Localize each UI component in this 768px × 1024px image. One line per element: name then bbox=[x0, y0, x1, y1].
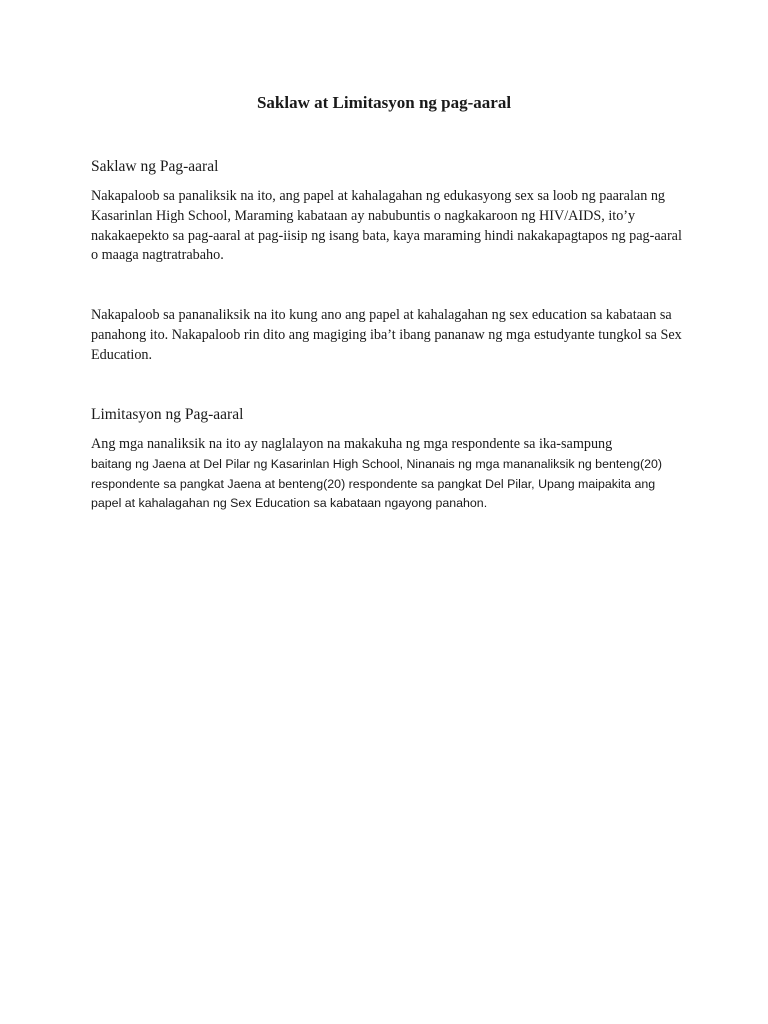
paragraph-line: baitang ng Jaena at Del Pilar ng Kasarinlan High School, Ninanais ng mga mananaliksik ng benteng(20) bbox=[91, 456, 663, 471]
document-title: Saklaw at Limitasyon ng pag-aaral bbox=[256, 93, 512, 112]
paragraph-limitasyon bbox=[91, 435, 691, 514]
section-saklaw bbox=[91, 158, 691, 366]
section-limitasyon bbox=[91, 406, 691, 514]
paragraph-line: papel at kahalagahan ng Sex Education sa kabataan ngayong panahon. bbox=[91, 496, 488, 511]
paragraph-line: respondente sa pangkat Jaena at benteng(20) respondente sa pangkat Del Pilar, Upang maipakita ang bbox=[91, 476, 656, 491]
paragraph-saklaw-2: Nakapaloob sa pananaliksik na ito kung ano ang papel at kahalagahan ng sex education sa kabataan sa panahong ito. Nakapaloob rin dito ang magiging iba’t ibang pananaw ng mga estudyante tungkol sa Sex Education. bbox=[91, 307, 682, 363]
section-heading-limitasyon: Limitasyon ng Pag-aaral bbox=[91, 406, 244, 423]
section-heading-saklaw: Saklaw ng Pag-aaral bbox=[91, 158, 219, 175]
paragraph-saklaw-1: Nakapaloob sa panaliksik na ito, ang papel at kahalagahan ng edukasyong sex sa loob ng paaralan ng Kasarinlan High School, Maraming kabataan ay nabubuntis o nagkakaroon ng HIV/AIDS, ito’y nakakaepekto sa pag-aaral at pag-iisip ng isang bata, kaya maraming hindi nakakapagtapos ng pag-aaral o maaga nagtratrabaho. bbox=[91, 188, 682, 264]
paragraph-line: Ang mga nanaliksik na ito ay naglalayon na makakuha ng mga respondente sa ika-sampung bbox=[91, 436, 613, 452]
